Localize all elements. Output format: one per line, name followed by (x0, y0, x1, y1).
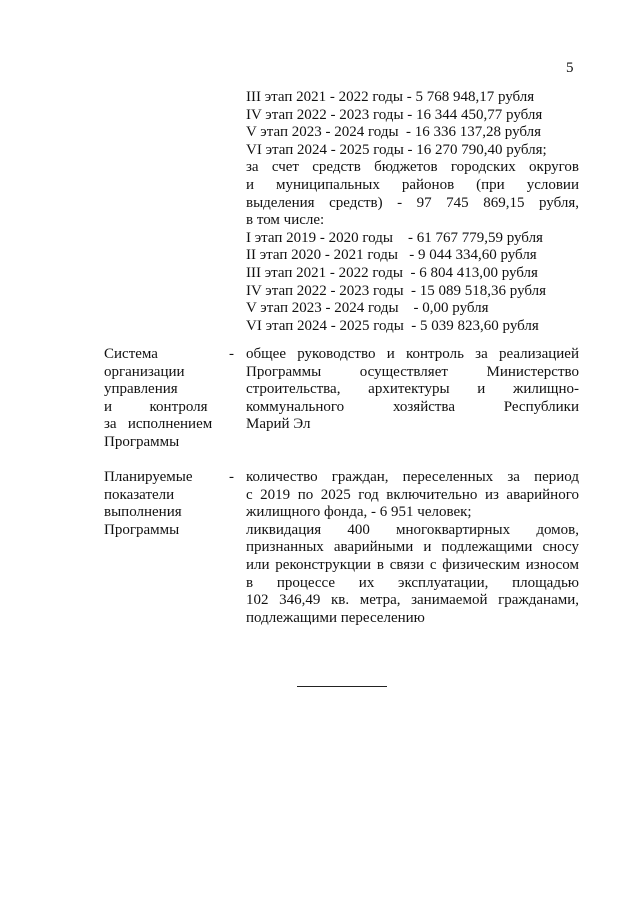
content-line: подлежащими переселению (246, 609, 425, 626)
label-line: Планируемые (104, 469, 193, 485)
control-section-label (104, 346, 220, 452)
indicators-section-content (246, 469, 579, 627)
including-label: в том числе: (246, 212, 325, 229)
funding-line: VI этап 2024 - 2025 годы - 16 270 790,40 рубля; (246, 141, 547, 158)
content-line: признанных аварийными и подлежащими сносу (246, 539, 579, 556)
content-line: жилищного фонда, - 6 951 человек; (246, 504, 472, 521)
stage-line: III этап 2021 - 2022 годы - 6 804 413,00 рубля (246, 264, 538, 281)
funding-block (246, 89, 579, 335)
control-section-content (246, 346, 579, 434)
stage-line: V этап 2023 - 2024 годы - 0,00 рубля (246, 300, 489, 317)
content-line: коммунального хозяйства Республики (246, 398, 579, 415)
content-line: Программы осуществляет Министерство (246, 363, 579, 380)
label-line: управления (104, 381, 178, 398)
content-line: ликвидация 400 многоквартирных домов, (246, 521, 579, 538)
label-line: Программы (104, 521, 180, 538)
content-line: строительства, архитектуры и жилищно- (246, 381, 579, 398)
label-line: Система (104, 346, 158, 362)
content-line: количество граждан, переселенных за период (246, 469, 579, 485)
funding-line: IV этап 2022 - 2023 годы - 16 344 450,77 рубля (246, 106, 543, 123)
content-line: 102 346,49 кв. метра, занимаемой гражданами, (246, 592, 579, 609)
label-line: выполнения (104, 504, 182, 521)
content-line: с 2019 по 2025 год включительно из аварийного (246, 486, 579, 503)
stage-line: IV этап 2022 - 2023 годы - 15 089 518,36 рубля (246, 282, 547, 299)
page-number: 5 (566, 60, 574, 76)
label-line: за исполнением (104, 416, 213, 433)
funding-line: V этап 2023 - 2024 годы - 16 336 137,28 рубля (246, 124, 542, 141)
content-line: в процессе их эксплуатации, площадью (246, 574, 579, 591)
stage-line: I этап 2019 - 2020 годы - 61 767 779,59 рубля (246, 229, 543, 246)
municipal-text-line: за счет средств бюджетов городских округов (246, 159, 579, 176)
label-line: организации (104, 363, 185, 380)
stage-line: VI этап 2024 - 2025 годы - 5 039 823,60 рубля (246, 317, 539, 334)
control-section-dash: - (229, 346, 234, 362)
municipal-text-line: выделения средств) - 97 745 869,15 рубля, (246, 194, 579, 211)
indicators-section-label (104, 469, 220, 539)
content-line: или реконструкции в связи с физическим износом (246, 556, 579, 573)
content-line: Марий Эл (246, 416, 311, 433)
end-rule (297, 686, 387, 687)
stage-line: II этап 2020 - 2021 годы - 9 044 334,60 рубля (246, 247, 537, 264)
content-line: общее руководство и контроль за реализацией (246, 346, 579, 362)
indicators-section-dash: - (229, 469, 234, 485)
funding-line: III этап 2021 - 2022 годы - 5 768 948,17 рубля (246, 89, 535, 105)
label-line: показатели (104, 486, 175, 503)
label-line: и контроля (104, 398, 208, 415)
label-line: Программы (104, 433, 180, 450)
municipal-text-line: и муниципальных районов (при условии (246, 176, 579, 193)
